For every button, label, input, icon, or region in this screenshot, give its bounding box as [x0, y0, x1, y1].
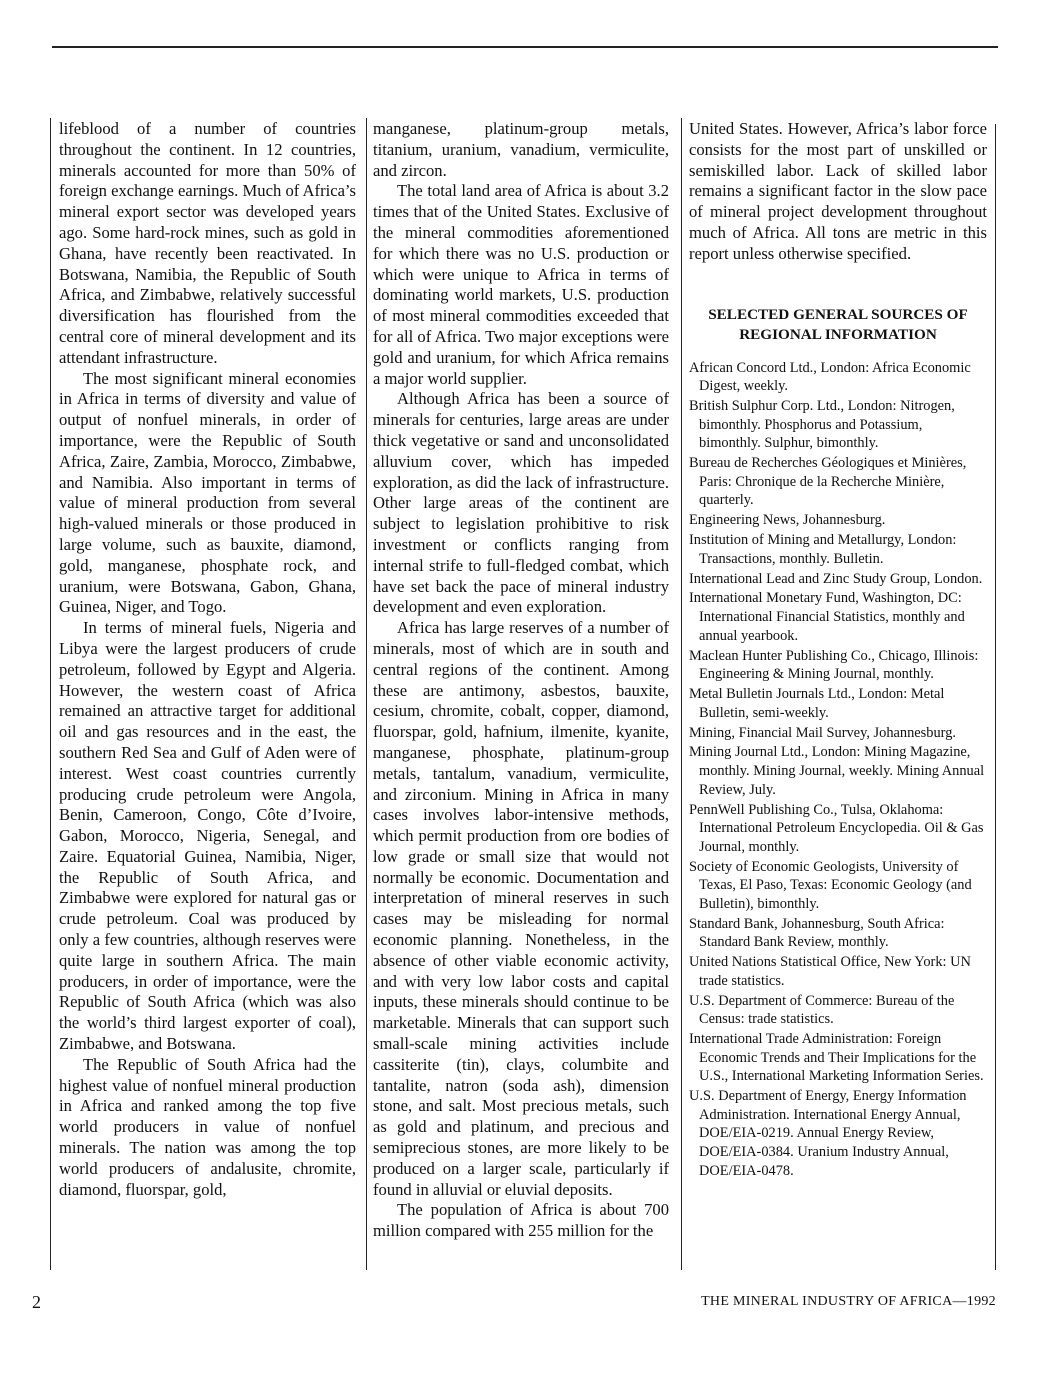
paragraph: The most significant mineral economies in Africa in terms of diversity and value of output of nonfuel minerals, in order of importance, were the Republic of South Africa, Zaire, Zambia, Morocco, Zimbabwe, and Namibia. Also important in terms of value of mineral production from several high-valued minerals or those produced in large volume, such as bauxite, diamond, gold, manganese, phosphate rock, and uranium, were Botswana, Gabon, Ghana, Guinea, Niger, and Togo. — [59, 368, 356, 617]
source-entry: U.S. Department of Energy, Energy Information Administration. International Energy Annual, DOE/EIA-0219. Annual Energy Review, DOE/EIA-0384. Uranium Industry Annual, DOE/EIA-0478. — [689, 1088, 967, 1179]
source-entry: Maclean Hunter Publishing Co., Chicago, Illinois: Engineering & Mining Journal, monthly. — [689, 647, 979, 683]
source-entry: PennWell Publishing Co., Tulsa, Oklahoma: International Petroleum Encyclopedia. Oil & Gas Journal, monthly. — [689, 801, 984, 855]
running-footer: THE MINERAL INDUSTRY OF AFRICA—1992 — [701, 1294, 996, 1309]
paragraph: manganese, platinum-group metals, titanium, uranium, vanadium, vermiculite, and zircon. — [373, 119, 669, 180]
paragraph: Although Africa has been a source of minerals for centuries, large areas are under thick vegetative or sand and unconsolidated alluvium cover, which has impeded exploration, as did the lack of infrastructure. Other large areas of the continent are subject to legislation prohibitive to risk investment or conflicts ranging from internal strife to full-fledged combat, which have set back the pace of mineral industry development and even exploration. — [373, 389, 669, 617]
paragraph: Africa has large reserves of a number of minerals, most of which are in south and central regions of the continent. Among these are antimony, asbestos, bauxite, cesium, chromite, cobalt, copper, diamond, fluorspar, gold, hafnium, ilmenite, kyanite, manganese, phosphate, platinum-group metals, tantalum, vanadium, vermiculite, and zirconium. Mining in Africa in many cases involves labor-intensive methods, which permit production from ore bodies of low grade or small size that would not normally be economic. Documentation and interpretation of mineral reserves in such cases may be misleading for normal economic planning. Nonetheless, in the absence of other viable economic activity, and with very low labor costs and capital inputs, these minerals should continue to be marketable. Minerals that can support such small-scale mining activities include cassiterite (tin), clays, columbite and tantalite, natron (soda ash), dimension stone, and salt. Most precious metals, such as gold and platinum, and precious and semiprecious stones, are more likely to be produced on a larger scale, particularly if found in alluvial or eluvial deposits. — [373, 618, 669, 1199]
source-entry: Standard Bank, Johannesburg, South Africa: Standard Bank Review, monthly. — [689, 915, 945, 951]
source-entry: Engineering News, Johannesburg. — [689, 512, 886, 529]
paragraph: The population of Africa is about 700 million compared with 255 million for the — [373, 1200, 669, 1241]
source-entry: Bureau de Recherches Géologiques et Minières, Paris: Chronique de la Recherche Minière, quarterly. — [689, 455, 967, 509]
column-divider-2 — [681, 118, 682, 1270]
source-entry: International Trade Administration: Foreign Economic Trends and Their Implications for the U.S., International Marketing Information Series. — [689, 1031, 984, 1085]
page-number: 2 — [32, 1292, 41, 1312]
source-entry: British Sulphur Corp. Ltd., London: Nitrogen, bimonthly. Phosphorus and Potassium, bimonthly. Sulphur, bimonthly. — [689, 398, 955, 452]
text-column-2 — [373, 119, 669, 1242]
source-entry: Institution of Mining and Metallurgy, London: Transactions, monthly. Bulletin. — [689, 532, 957, 567]
paragraph: The Republic of South Africa had the highest value of nonfuel mineral production in Africa and ranked among the top five world producers in value of nonfuel minerals. The nation was among the top world producers of andalusite, chromite, diamond, fluorspar, gold, — [59, 1054, 356, 1199]
sources-list — [689, 359, 987, 1181]
sources-heading: SELECTED GENERAL SOURCES OF REGIONAL INFORMATION — [708, 305, 968, 343]
source-entry: International Lead and Zinc Study Group, London. — [689, 570, 983, 587]
source-entry: Society of Economic Geologists, University of Texas, El Paso, Texas: Economic Geology (and Bulletin), bimonthly. — [689, 858, 972, 912]
header-rule — [52, 46, 998, 48]
column-divider-1 — [366, 118, 367, 1270]
source-entry: African Concord Ltd., London: Africa Economic Digest, weekly. — [689, 359, 971, 395]
column-divider-left — [50, 118, 51, 1270]
source-entry: Mining Journal Ltd., London: Mining Magazine, monthly. Mining Journal, weekly. Mining Annual Review, July. — [689, 744, 985, 798]
paragraph: The total land area of Africa is about 3.2 times that of the United States. Exclusive of the mineral commodities aforementioned for which there was no U.S. production or which were unique to Africa in terms of dominating world markets, U.S. production of most mineral commodities exceeded that for all of Africa. Two major exceptions were gold and uranium, for which Africa remains a major world supplier. — [373, 181, 669, 388]
text-column-1 — [59, 119, 356, 1200]
text-column-3 — [689, 119, 987, 1181]
source-entry: Metal Bulletin Journals Ltd., London: Metal Bulletin, semi-weekly. — [689, 686, 945, 721]
source-entry: International Monetary Fund, Washington, DC: International Financial Statistics, monthly and annual yearbook. — [689, 590, 965, 644]
paragraph: In terms of mineral fuels, Nigeria and Libya were the largest producers of crude petroleum, followed by Egypt and Algeria. However, the western coast of Africa remained an attractive target for additional oil and gas resources and in the east, the southern Red Sea and Gulf of Aden were of interest. West coast countries currently producing crude petroleum were Angola, Benin, Cameroon, Congo, Côte d’Ivoire, Gabon, Morocco, Nigeria, Senegal, and Zaire. Equatorial Guinea, Namibia, Niger, the Republic of South Africa, and Zimbabwe were explored for natural gas or crude petroleum. Coal was produced by only a few countries, although reserves were quite large in southern Africa. The main producers, in order of importance, were the Republic of South Africa (which was also the world’s third largest exporter of coal), Zimbabwe, and Botswana. — [59, 618, 356, 1054]
column-divider-right — [995, 124, 996, 1270]
source-entry: U.S. Department of Commerce: Bureau of the Census: trade statistics. — [689, 992, 955, 1028]
source-entry: Mining, Financial Mail Survey, Johannesburg. — [689, 724, 956, 741]
paragraph: lifeblood of a number of countries throughout the continent. In 12 countries, minerals accounted for more than 50% of foreign exchange earnings. Much of Africa’s mineral export sector was developed years ago. Some hard-rock mines, such as gold in Ghana, have recently been reactivated. In Botswana, Namibia, the Republic of South Africa, and Zimbabwe, relatively successful diversification has flourished from the central core of mineral development and its attendant infrastructure. — [59, 119, 356, 367]
source-entry: United Nations Statistical Office, New York: UN trade statistics. — [689, 954, 971, 989]
paragraph: United States. However, Africa’s labor force consists for the most part of unskilled or semiskilled labor. Lack of skilled labor remains a significant factor in the slow pace of mineral project development throughout much of Africa. All tons are metric in this report unless otherwise specified. — [689, 119, 987, 263]
